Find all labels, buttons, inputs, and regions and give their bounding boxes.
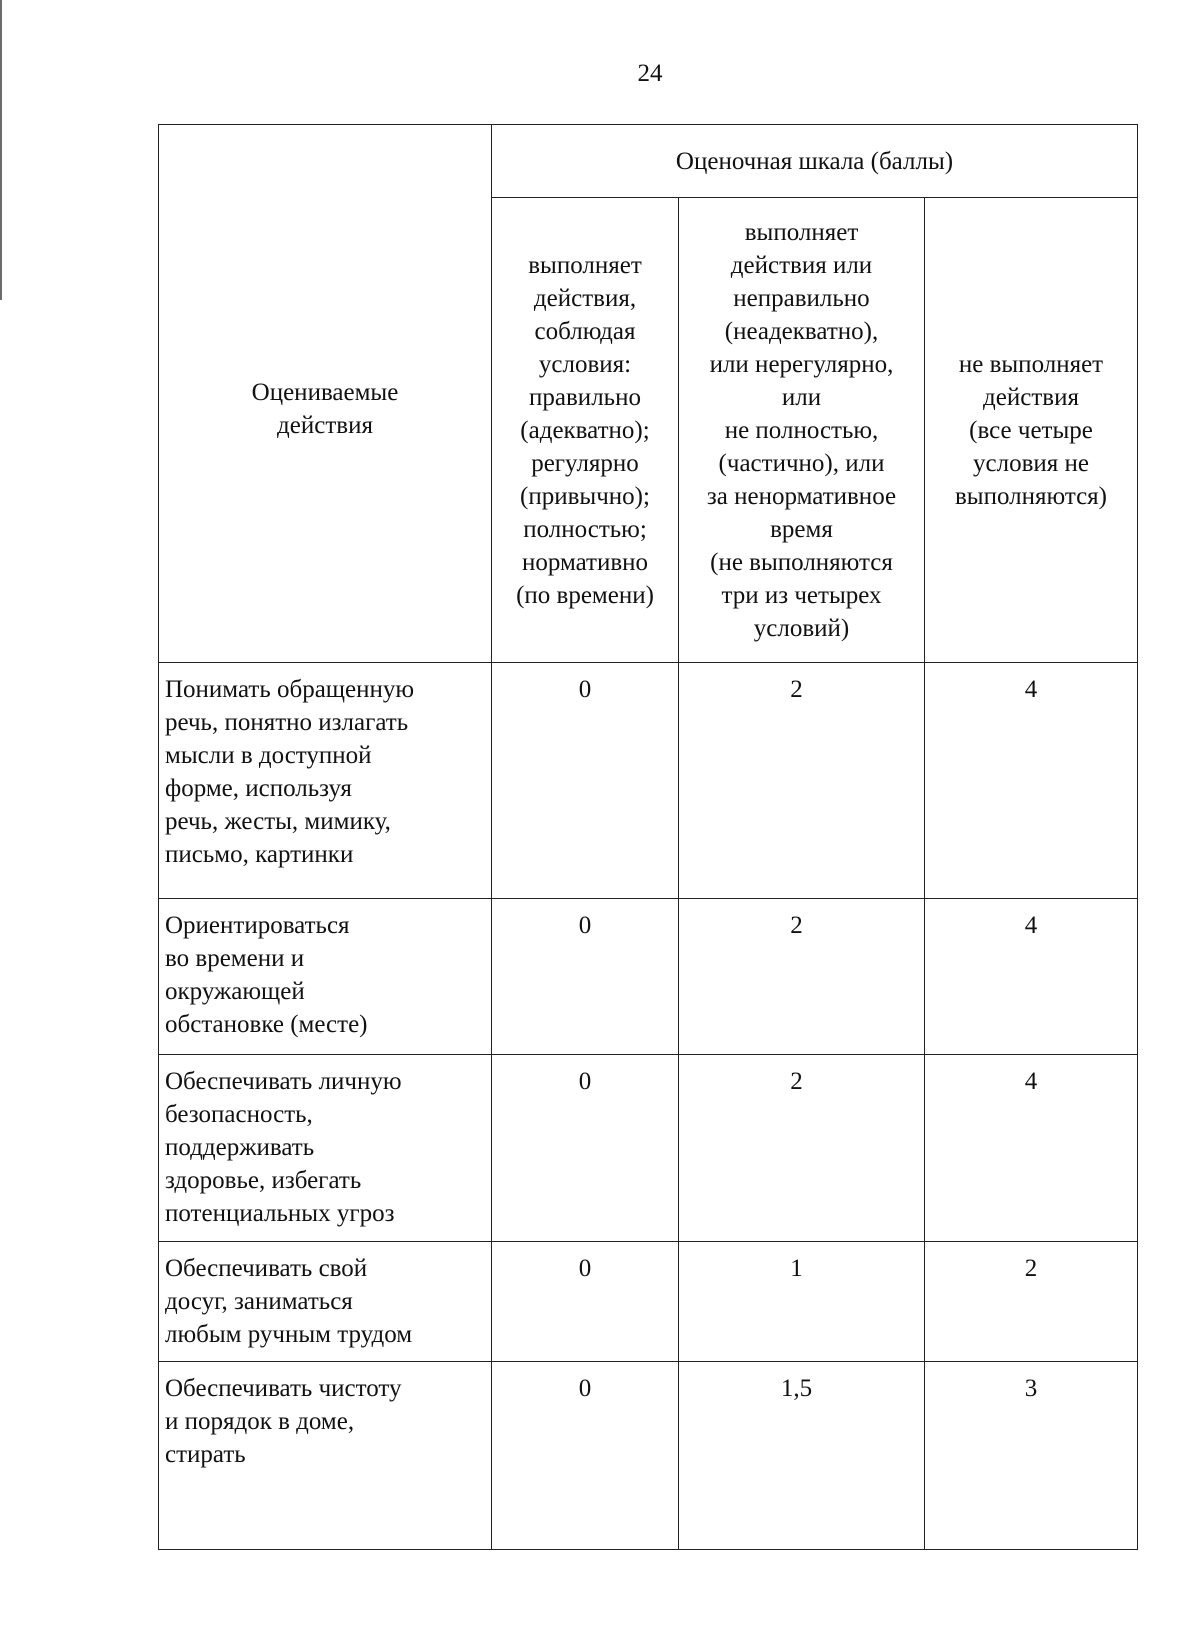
header-assessed-actions-text: Оцениваемые действия: [251, 378, 399, 439]
header-scale-title: Оценочная шкала (баллы): [492, 125, 1138, 198]
score-cell: 2: [679, 663, 925, 899]
score-cell: 2: [925, 1242, 1138, 1362]
score-cell: 0: [492, 1055, 679, 1242]
table-row: [159, 1055, 1138, 1242]
row-action-label: Ориентироваться во времени и окружающей обстановке (месте): [159, 899, 492, 1055]
score-cell: 0: [492, 899, 679, 1055]
row-action-label: Обеспечивать свой досуг, заниматься любым ручным трудом: [159, 1242, 492, 1362]
score-cell: 4: [925, 1055, 1138, 1242]
table-row: [159, 1242, 1138, 1362]
score-cell: 3: [925, 1362, 1138, 1550]
header-does-not-perform: не выполняет действия (все четыре условия не выполняются): [925, 198, 1138, 663]
score-cell: 2: [679, 1055, 925, 1242]
assessment-scale-table: [158, 124, 1138, 1550]
score-cell: 4: [925, 899, 1138, 1055]
score-cell: 1,5: [679, 1362, 925, 1550]
table-row: [159, 1362, 1138, 1550]
score-cell: 1: [679, 1242, 925, 1362]
score-cell: 0: [492, 663, 679, 899]
score-cell: 4: [925, 663, 1138, 899]
table-row: [159, 663, 1138, 899]
header-performs-partially: выполняет действия или неправильно (неадекватно), или нерегулярно, или не полностью, (частично), или за ненормативное время (не выполняются три из четырех условий): [679, 198, 925, 663]
table-row: [159, 899, 1138, 1055]
header-row-scale: [159, 125, 1138, 198]
score-cell: 0: [492, 1242, 679, 1362]
header-performs-correctly: выполняет действия, соблюдая условия: правильно (адекватно); регулярно (привычно); полностью; нормативно (по времени): [492, 198, 679, 663]
score-cell: 2: [679, 899, 925, 1055]
scan-edge-line: [0, 0, 2, 300]
row-action-label: Обеспечивать личную безопасность, поддерживать здоровье, избегать потенциальных угроз: [159, 1055, 492, 1242]
header-assessed-actions: [159, 125, 492, 663]
row-action-label: Обеспечивать чистоту и порядок в доме, стирать: [159, 1362, 492, 1550]
score-cell: 0: [492, 1362, 679, 1550]
page-number: 24: [637, 60, 663, 87]
row-action-label: Понимать обращенную речь, понятно излагать мысли в доступной форме, используя речь, жесты, мимику, письмо, картинки: [159, 663, 492, 899]
